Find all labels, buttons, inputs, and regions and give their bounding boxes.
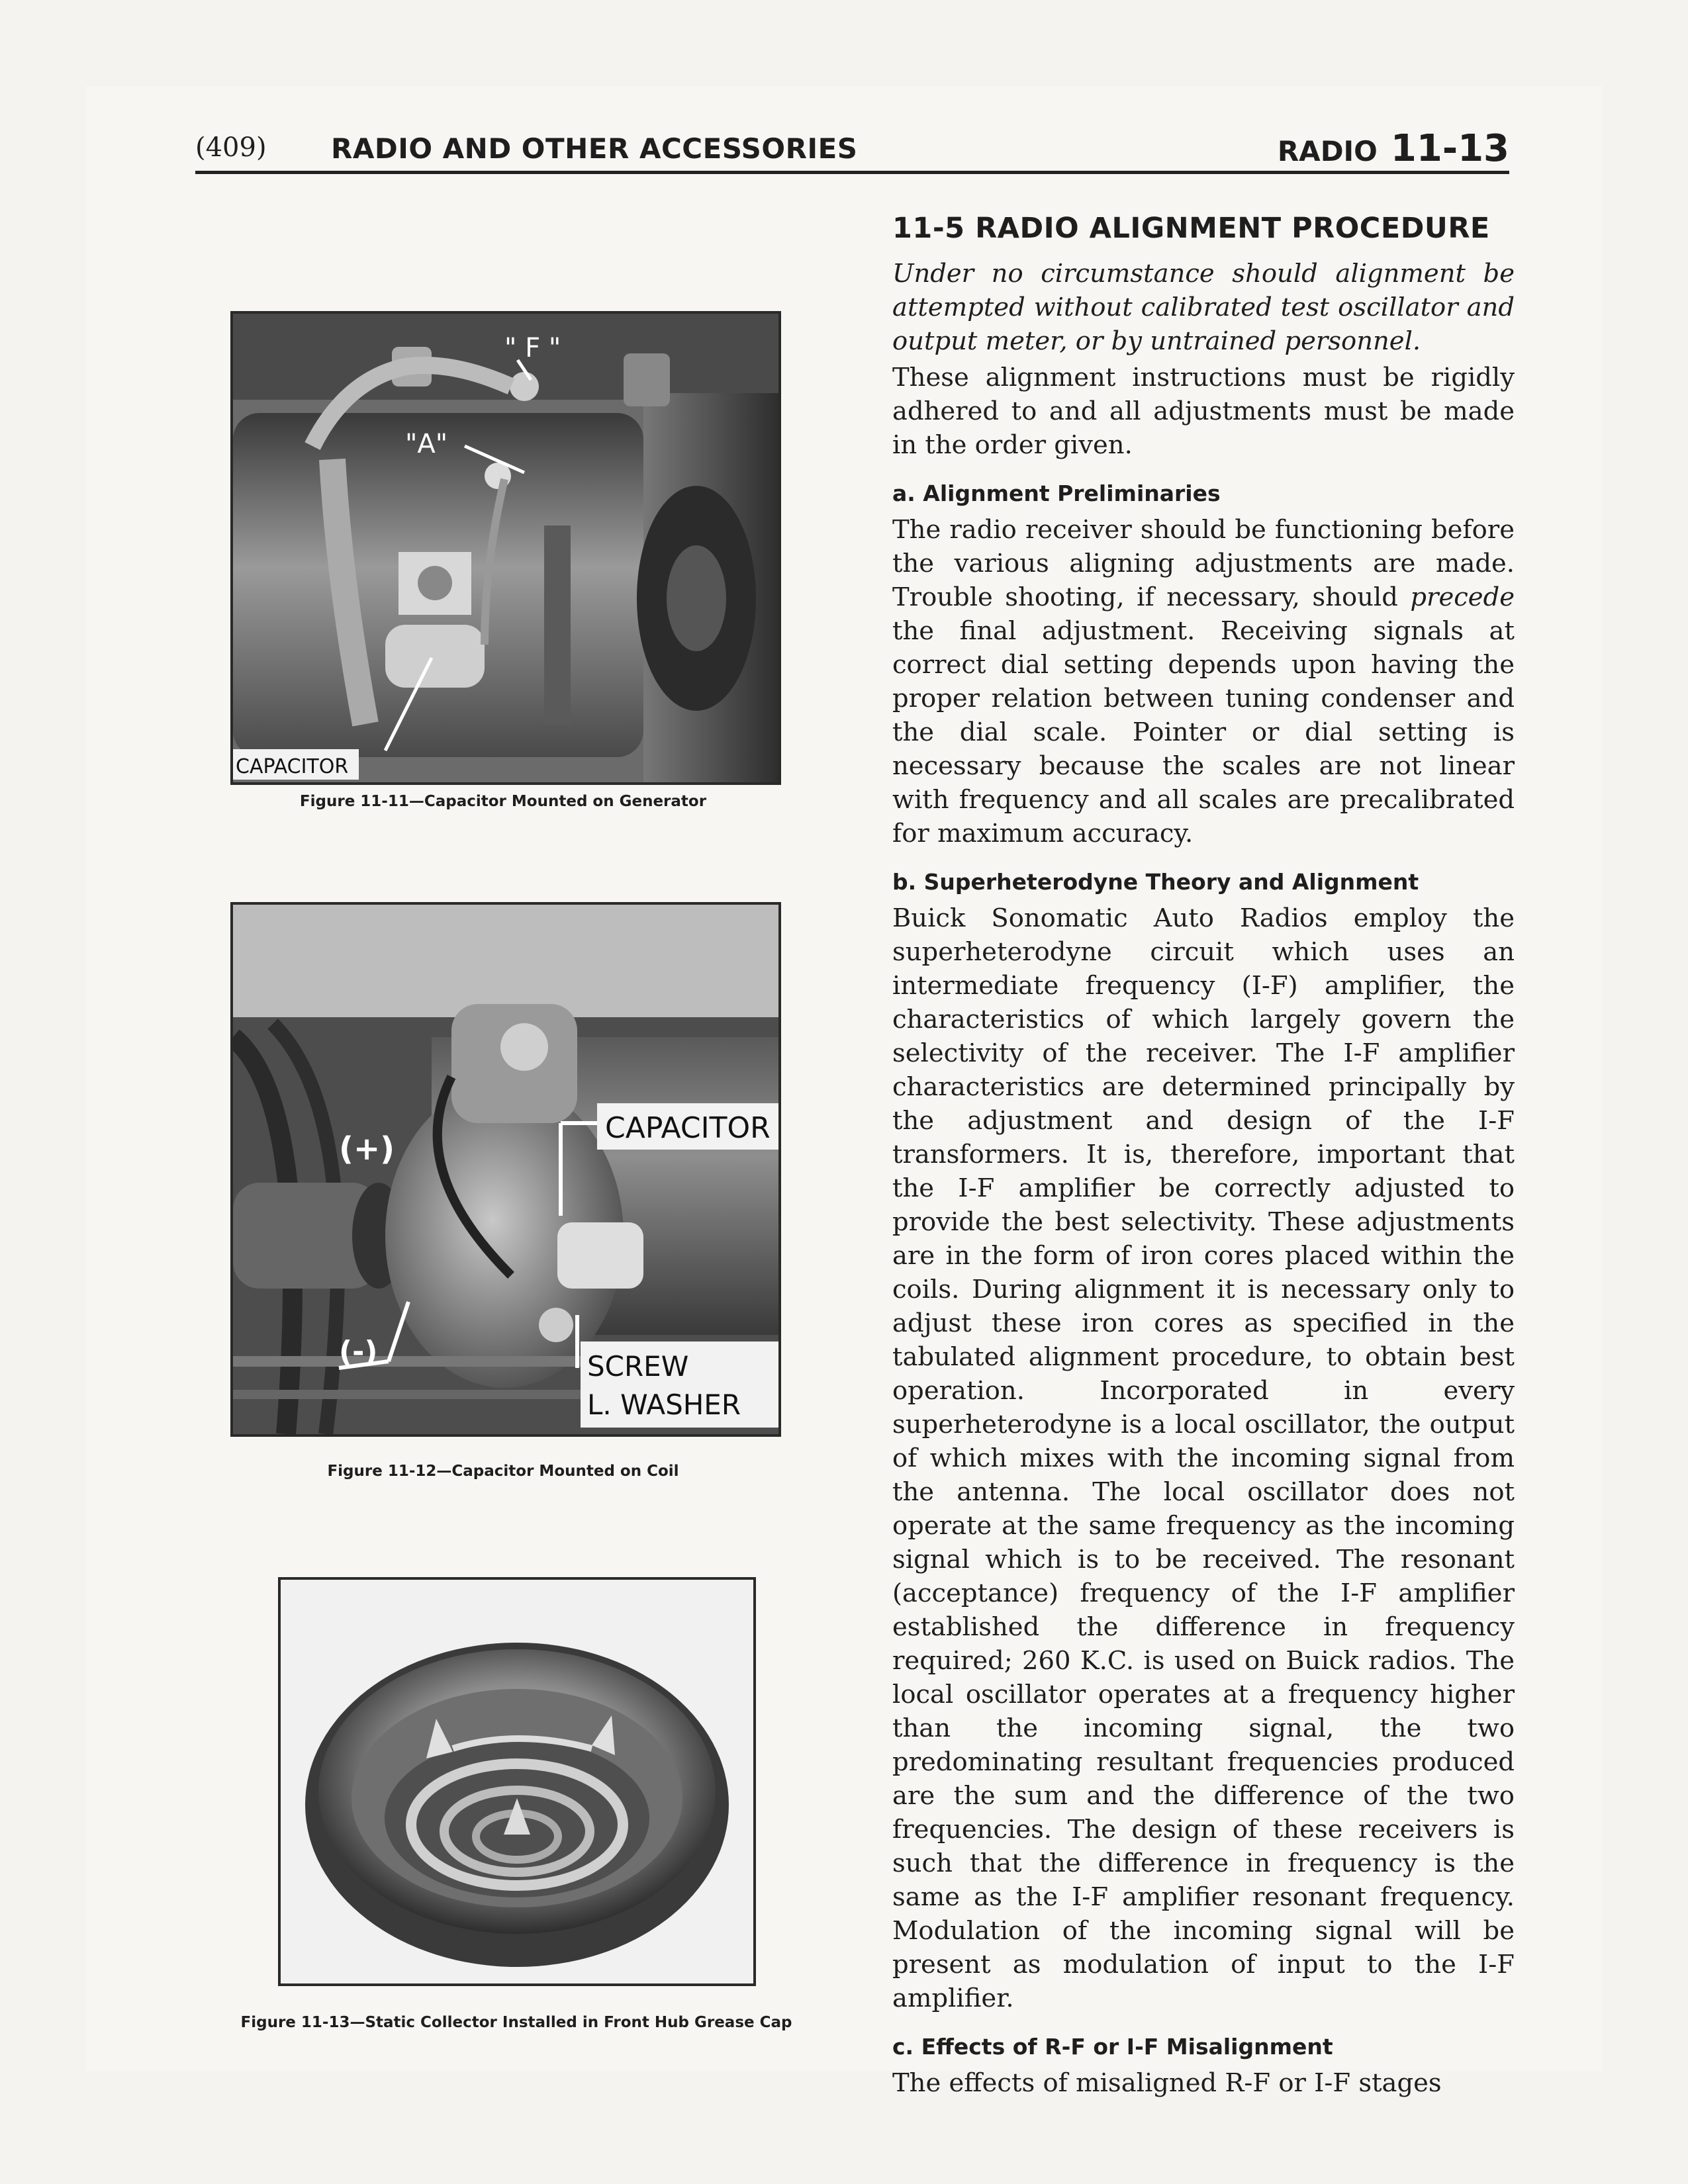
paragraph-superheterodyne: Buick Sonomatic Auto Radios employ the superheterodyne circuit which uses an intermediate frequency (I-F) amplifier, the characteristics of which largely govern the selectivity of the receiver. The I-F amplifier characteristics are determined principally by the adjustment and design of the I-F transformers. It is, therefore, important that the I-F amplifier be correctly adjusted to provide the best selectivity. These adjustments are in the form of iron cores placed within the coils. During alignment it is necessary only to adjust these iron cores as specified in the tabulated alignment procedure, to obtain best operation. Incorporated in every superheterodyne is a local oscillator, the output of which mixes with the incoming signal from the antenna. The local oscillator does not operate at the same frequency as the incoming signal which is to be received. The resonant (acceptance) frequency of the I-F amplifier established the difference in frequency required; 260 K.C. is used on Buick radios. The local oscillator operates at a frequency higher than the incoming signal, the two predominating resultant frequencies produced are the sum and the difference of the two frequencies. The design of these receivers is such that the difference in frequency is the same as the I-F amplifier resonant frequency. Modulation of the incoming signal will be present as modulation of input to the I-F amplifier. [892, 903, 1515, 2013]
header-rule [195, 171, 1509, 174]
label-capacitor: CAPACITOR [236, 755, 349, 778]
generator-illustration [233, 314, 778, 782]
grease-cap-illustration [281, 1580, 753, 1983]
emphasis-precede: precede [1410, 582, 1515, 612]
paragraph-misalignment: The effects of misaligned R-F or I-F stages [892, 2068, 1442, 2098]
figure-generator-photo [230, 311, 781, 785]
figure-grease-cap-photo [278, 1577, 756, 1986]
label-screw: SCREW [587, 1350, 689, 1383]
label-f: " F " [504, 333, 561, 363]
figure-caption-11-12: Figure 11-12—Capacitor Mounted on Coil [327, 1463, 679, 1480]
paragraph-alignment-preliminaries: The radio receiver should be functioning before the various aligning adjustments are made. Trouble shooting, if necessary, should precede the final adjustment. Receiving signals at correct dial setting depends upon having the proper relation between tuning condenser and the dial scale. Pointer or dial setting is necessary because the scales are not linear with frequency and all scales are precalibrated for maximum accuracy. [892, 515, 1515, 848]
warning-paragraph: Under no circumstance should alignment be attempted without calibrated test oscillator and output meter, or by untrained personnel. [892, 259, 1515, 356]
section-title-left: RADIO AND OTHER ACCESSORIES [331, 132, 858, 165]
figure-caption-11-13: Figure 11-13—Static Collector Installed in Front Hub Grease Cap [240, 2014, 792, 2031]
figure-caption-11-11: Figure 11-11—Capacitor Mounted on Generator [299, 793, 707, 810]
label-minus: (-) [339, 1335, 378, 1369]
figure-coil-photo [230, 902, 781, 1437]
page-number: (409) [195, 132, 267, 163]
label-plus: (+) [339, 1130, 395, 1167]
intro-paragraph: These alignment instructions must be rigidly adhered to and all adjustments must be made in the order given. [892, 363, 1515, 460]
section-name: RADIO [1277, 135, 1378, 167]
article-title: 11-5 RADIO ALIGNMENT PROCEDURE [892, 212, 1490, 245]
chapter-number: 11-13 [1390, 127, 1509, 170]
page-header [195, 127, 1509, 173]
label-washer: L. WASHER [587, 1388, 741, 1421]
label-a: "A" [405, 429, 448, 459]
heading-misalignment: c. Effects of R-F or I-F Misalignment [892, 2034, 1333, 2060]
section-title-right [1278, 127, 1509, 170]
heading-alignment-preliminaries: a. Alignment Preliminaries [892, 480, 1221, 506]
label-capacitor-coil: CAPACITOR [605, 1111, 771, 1145]
coil-illustration [233, 905, 778, 1434]
article-column [892, 212, 1515, 2100]
heading-superheterodyne: b. Superheterodyne Theory and Alignment [892, 869, 1419, 895]
